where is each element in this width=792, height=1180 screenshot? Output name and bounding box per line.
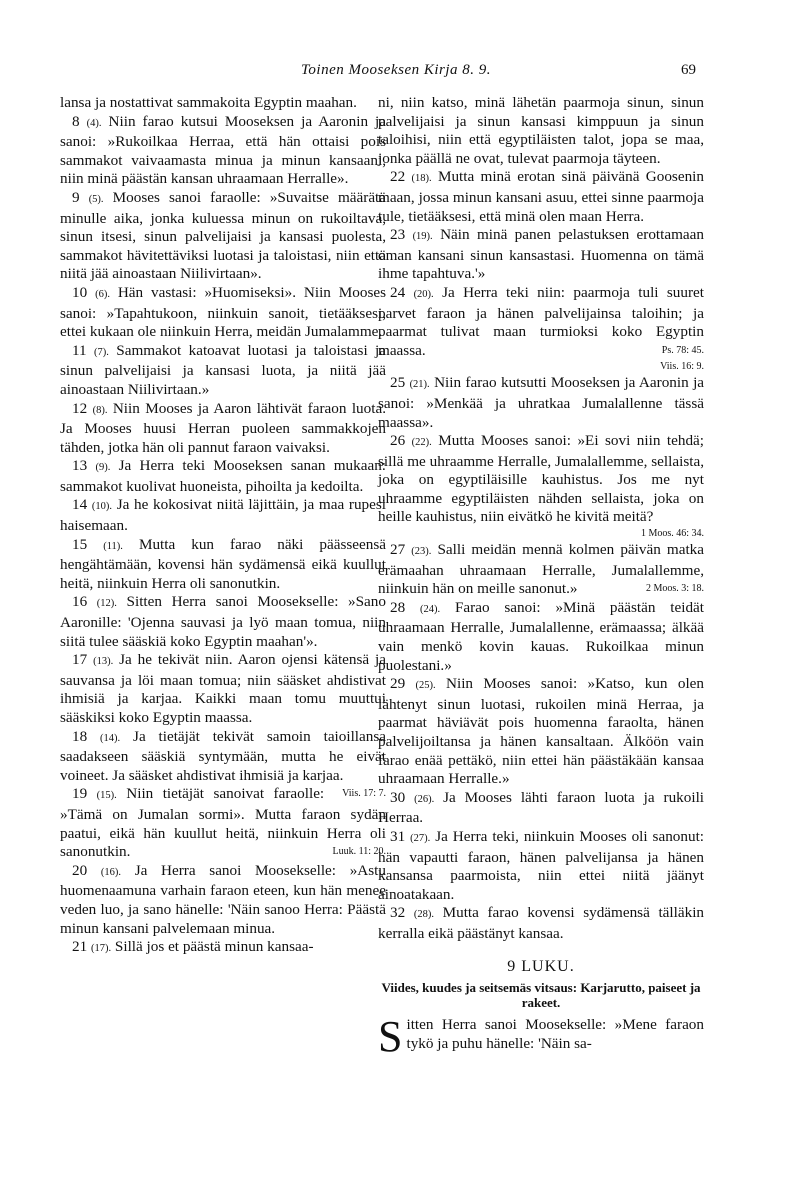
verse-number: 12 [72, 399, 88, 417]
verse-number: 20 [72, 861, 88, 879]
verse-text: Ja Herra teki, niinkuin Mooses oli sanonut: hän vapautti faraon, hänen palvelijansa ja hänen kansansa paarmoista, niin ettei niitä jäänyt ainoatakaan. [378, 827, 705, 903]
verse-subnumber: (28). [413, 909, 434, 921]
verse-number: 26 [390, 432, 406, 450]
verse [378, 168, 704, 226]
verse [60, 593, 386, 651]
verse-number: 23 [390, 226, 406, 244]
cross-reference: Ps. 78: 45. [661, 344, 704, 356]
verse-number: 10 [72, 283, 88, 301]
verse [378, 284, 704, 360]
right-verses [378, 94, 704, 944]
verse-text: Hän vastasi: »Huomiseksi». Niin Mooses sanoi: »Tapahtukoon, niinkuin sanoit, tietääksesi, ettei kukaan ole niinkuin Herra, meidän Jumalamme. [60, 283, 387, 341]
verse-number: 14 [72, 496, 88, 514]
verse-text: Näin minä panen pelastuksen erottamaan oman kansani sinun kansastasi. Huomenna on tämä ihme tapahtuva.'» [378, 226, 705, 283]
verse-subnumber: (15). [96, 790, 117, 802]
cross-reference: 2 Moos. 3: 18. [645, 583, 704, 595]
verse-text: Ja Herra teki Mooseksen sanan mukaan: sammakot kuolivat huoneista, pihoilta ja kedoilta. [60, 457, 387, 495]
verse-number: 15 [72, 535, 88, 553]
verse [60, 862, 386, 938]
verse-text: Niin tietäjät sanoivat faraolle: »Tämä on Jumalan sormi». Mutta faraon sydän paatui, eikä hän kuullut heitä, niinkuin Herra oli sanonutkin. [60, 785, 386, 861]
verse-subnumber: (4). [86, 117, 102, 129]
verse [60, 651, 386, 727]
verse-number: 27 [390, 541, 406, 559]
verse-subnumber: (5). [88, 193, 104, 205]
verse [60, 938, 386, 959]
verse [60, 536, 386, 594]
verse-subnumber: (9). [95, 462, 111, 474]
verse-subnumber: (8). [92, 404, 108, 416]
verse-text: Ja Herra sanoi Moosekselle: »Astu huomenaamuna varhain faraon eteen, kun hän menee veden luo, ja sano hänelle: 'Näin sanoo Herra: Päästä minun kansani palvelemaan minua. [60, 861, 386, 937]
verse [60, 113, 386, 189]
verse-text: Niin farao kutsui Mooseksen ja Aaronin ja sanoi: »Rukoilkaa Herraa, että hän ottaisi pois sammakot vaivaamasta minua ja minun kansaani, niin minä päästän kansan uhraamaan Herralle». [60, 112, 387, 188]
verse-subnumber: (11). [103, 540, 123, 552]
verse [378, 226, 704, 284]
verse [378, 789, 704, 828]
verse-subnumber: (23). [411, 546, 432, 558]
verse-number: 19 [72, 785, 88, 803]
verse-number: 16 [72, 593, 88, 611]
running-title: Toinen Mooseksen Kirja 8. 9. [300, 62, 492, 78]
chapter-opening [378, 1012, 704, 1062]
verse-text: lansa ja nostattivat sammakoita Egyptin maahan. [60, 94, 357, 111]
verse-text: Sillä jos et päästä minun kansaa- [114, 938, 314, 956]
verse [60, 284, 386, 342]
verse-subnumber: (6). [95, 288, 110, 300]
verse-subnumber: (7). [94, 346, 109, 358]
verse-text: Ja he tekivät niin. Aaron ojensi kätensä ja sauvansa ja löi maan tomua; niin sääsket ahdistivat ihmisiä ja karjaa. Kaikki maan tomu muuttui sääskiksi koko Egyptin maassa. [60, 651, 387, 726]
verse [60, 496, 386, 535]
verse-number: 11 [72, 341, 87, 359]
verse-text: Ja Mooses lähti faraon luota ja rukoili Herraa. [378, 788, 705, 827]
verse-text: Mutta farao kovensi sydämensä tälläkin kerralla eikä päästänyt kansaa. [378, 904, 705, 942]
verse-subnumber: (25). [415, 680, 436, 692]
verse [378, 94, 704, 168]
verse-text: Sammakot katoavat luotasi ja taloistasi ja sinun palvelijaisi ja kansasi luota, ja niitä jää ainoastaan Niilivirtaan.» [60, 341, 387, 398]
verse-text: Ja Herra teki niin: paarmoja tuli suuret parvet faraon ja hänen palvelijainsa taloihin; ja paarmat tulivat maan turmioksi koko Egyptin maassa. [378, 283, 704, 359]
verse-subnumber: (16). [100, 866, 121, 878]
verse [60, 189, 386, 284]
verse-subnumber: (20). [413, 288, 434, 300]
right-column [378, 94, 705, 1062]
verse-subnumber: (19). [412, 231, 433, 243]
verse-number: 8 [72, 112, 80, 130]
verse-number: 18 [72, 727, 88, 745]
verse [378, 541, 704, 599]
verse-subnumber: (13). [93, 656, 114, 668]
opening-text: itten Herra sanoi Moosekselle: »Mene faraon tykö ja puhu hänelle: 'Näin sa- [406, 1016, 704, 1052]
verse-text: Sitten Herra sanoi Moosekselle: »Sano Aaronille: 'Ojenna sauvasi ja lyö maan tomua, niin siitä tulee sääskiä koko Egyptin maahan'». [60, 593, 386, 650]
verse-text: Ja tietäjät tekivät samoin taioillansa saadakseen sääskiä syntymään, mutta he eivät voineet. Ja sääsket ahdistivat ihmisiä ja karjaa. [60, 727, 387, 784]
verse-number: 25 [390, 374, 406, 392]
verse-text: Mutta Mooses sanoi: »Ei sovi niin tehdä; sillä me uhraamme Herralle, Jumalallemme, sellaista, joka on egyptiläisille kauhistus. Jos me nyt uhraamme egyptiläisten nähden sellaista, joka on heille kauhistus, niin eivätkö he kivitä meitä? [378, 432, 705, 526]
verse [60, 457, 386, 496]
verse-number: 30 [390, 788, 406, 806]
verse-number: 22 [390, 168, 406, 186]
cross-reference: Viis. 17: 7. [342, 788, 386, 800]
verse-subnumber: (21). [409, 379, 430, 391]
cross-reference: Viis. 16: 9. [660, 361, 704, 373]
verse [60, 94, 386, 113]
left-column [60, 94, 386, 959]
verse-number: 13 [72, 457, 88, 475]
verse-subnumber: (17). [90, 943, 112, 955]
verse-subnumber: (27). [410, 832, 431, 844]
verse-number: 31 [390, 827, 406, 845]
verse-number: 28 [390, 598, 406, 616]
verse [378, 374, 704, 432]
verse-text: ni, niin katso, minä lähetän paarmoja sinun, sinun palvelijaisi ja sinun kansasi kimppuun ja sinun taloihisi, niin että egyptiläisten talot, jopa se maa, jonka päällä ne ovat, tulevat paarmoja täyteen. [378, 94, 704, 167]
verse-number: 21 [72, 938, 88, 956]
running-header [0, 62, 792, 84]
dropcap: S [378, 1012, 403, 1062]
verse-subnumber: (22). [411, 437, 432, 449]
verse [378, 675, 704, 789]
verse [60, 342, 386, 400]
verse-text: Ja he kokosivat niitä läjittäin, ja maa rupesi haisemaan. [60, 496, 387, 535]
verse-number: 17 [72, 651, 88, 669]
page-number: 69 [681, 62, 696, 78]
verse-text: Mutta minä erotan sinä päivänä Goosenin maan, jossa minun kansani asuu, ettei sinne paarmoja tule, tietääksesi, että minä olen maan Herra. [378, 168, 704, 225]
verse-number: 24 [390, 283, 406, 301]
cross-reference: 1 Moos. 46: 34. [640, 528, 704, 540]
verse-subnumber: (10). [91, 501, 112, 513]
verse [378, 904, 704, 943]
verse-subnumber: (24). [420, 603, 441, 615]
verse-text: Mooses sanoi faraolle: »Suvaitse määrätä minulle aika, jonka kuluessa minun on rukoiltava, sinun itsesi, sinun palvelijaisi ja kansasi puolesta, sammakot hävitettäviksi luotasi ja taloistasi, niin että niitä jää ainoastaan Niilivirtaan». [60, 188, 387, 283]
verse-text: Niin farao kutsutti Mooseksen ja Aaronin ja sanoi: »Menkää ja uhratkaa Jumalallenne tässä maassa». [378, 374, 705, 431]
verse-text: Niin Mooses ja Aaron lähtivät faraon luota. Ja Mooses huusi Herran puoleen sammakkojen tähden, jotka hän oli pannut faraon vaivaksi. [60, 399, 387, 456]
verse-subnumber: (12). [96, 598, 117, 610]
verse-text: Salli meidän mennä kolmen päivän matka erämaahan uhraamaan Herralle, Jumalallemme, niinkuin hän on meille sanonut.» [378, 541, 705, 598]
verse-number: 9 [72, 188, 80, 206]
chapter-summary: Viides, kuudes ja seitsemäs vitsaus: Karjarutto, paiseet ja rakeet. [381, 980, 701, 1011]
verse-number: 29 [390, 675, 406, 693]
verse [60, 400, 386, 458]
verse-number: 32 [390, 904, 406, 922]
verse-text: Niin Mooses sanoi: »Katso, kun olen lähtenyt sinun luotasi, rukoilen minä Herraa, ja paarmat häviävät pois huomenna faraolta, hänen palvelijoiltansa ja hänen kansaltaan. Älköön vain farao enää pettäkö, niin ettei hän päästäkään kansaa uhraamaan Herralle.» [378, 675, 704, 788]
verse-subnumber: (14). [100, 732, 121, 744]
verse-subnumber: (18). [411, 173, 432, 185]
verse-subnumber: (26). [414, 793, 435, 805]
cross-reference: Luuk. 11: 20. [332, 846, 386, 858]
verse-text: Farao sanoi: »Minä päästän teidät uhraamaan Herralle, Jumalallenne, erämaassa; älkää vain menkö kovin kauas. Rukoilkaa minun puolestani.» [378, 598, 705, 674]
verse [378, 599, 704, 675]
verse-text: Mutta kun farao näki päässeensä hengähtämään, kovensi hän sydämensä eikä kuullut heitä, niinkuin Herra oli sanonutkin. [60, 535, 387, 592]
chapter-heading: 9 LUKU. [507, 957, 575, 975]
verse [378, 432, 704, 527]
verse [378, 828, 704, 904]
